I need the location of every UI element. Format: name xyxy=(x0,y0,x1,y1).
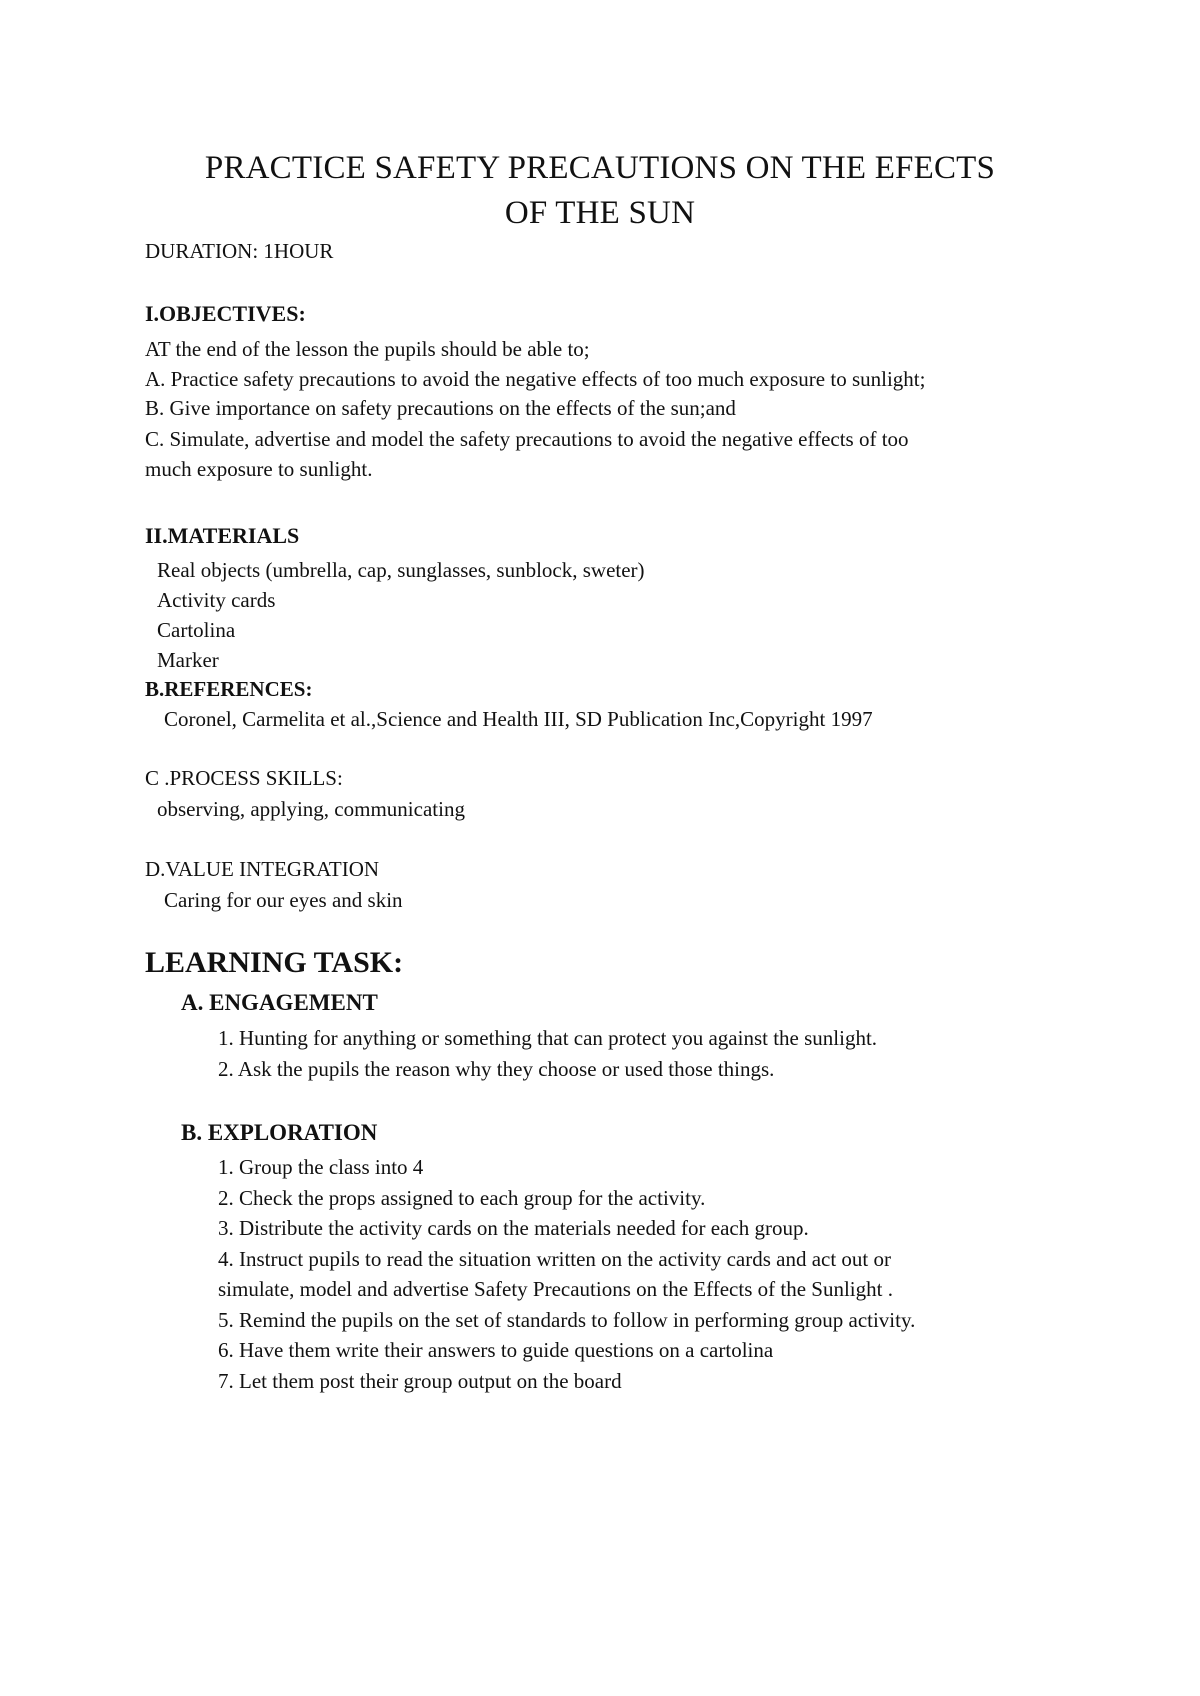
references-heading: B.REFERENCES: xyxy=(145,677,313,701)
objectives-intro: AT the end of the lesson the pupils should be able to; xyxy=(145,337,590,361)
objective-c-line-1: C. Simulate, advertise and model the safety precautions to avoid the negative effects of too xyxy=(145,427,909,451)
materials-heading: II.MATERIALS xyxy=(145,523,300,548)
list-item: 3. Distribute the activity cards on the materials needed for each group. xyxy=(218,1216,809,1240)
process-skills-heading: C .PROCESS SKILLS: xyxy=(145,766,343,790)
list-item: 1. Hunting for anything or something that can protect you against the sunlight. xyxy=(218,1026,878,1050)
materials-item: Real objects (umbrella, cap, sunglasses, sunblock, sweter) xyxy=(157,558,645,582)
list-item: 2. Ask the pupils the reason why they choose or used those things. xyxy=(218,1056,775,1081)
references-text: Coronel, Carmelita et al.,Science and Health III, SD Publication Inc,Copyright 1997 xyxy=(164,707,873,731)
objective-c-line-2: much exposure to sunlight. xyxy=(145,457,373,481)
materials-item: Marker xyxy=(157,648,219,672)
learning-task-heading: LEARNING TASK: xyxy=(145,946,404,979)
value-integration-heading: D.VALUE INTEGRATION xyxy=(145,857,380,881)
list-item: 7. Let them post their group output on the board xyxy=(218,1368,622,1393)
list-item: 6. Have them write their answers to guide questions on a cartolina xyxy=(218,1338,774,1362)
objectives-heading: I.OBJECTIVES: xyxy=(145,301,306,326)
engagement-list xyxy=(218,1023,877,1084)
exploration-list xyxy=(218,1152,915,1396)
list-item: 1. Group the class into 4 xyxy=(218,1155,424,1179)
objective-b: B. Give importance on safety precautions on the effects of the sun;and xyxy=(145,396,736,420)
materials-item: Cartolina xyxy=(157,618,236,642)
list-item: simulate, model and advertise Safety Precautions on the Effects of the Sunlight . xyxy=(218,1277,893,1301)
title-line-1: PRACTICE SAFETY PRECAUTIONS ON THE EFECTS xyxy=(204,150,996,186)
objective-a: A. Practice safety precautions to avoid the negative effects of too much exposure to sunlight; xyxy=(145,367,926,391)
exploration-heading: B. EXPLORATION xyxy=(181,1120,378,1145)
value-integration-text: Caring for our eyes and skin xyxy=(164,888,403,912)
duration: DURATION: 1HOUR xyxy=(145,239,334,263)
engagement-heading: A. ENGAGEMENT xyxy=(181,990,378,1015)
materials-item: Activity cards xyxy=(157,588,276,612)
list-item: 2. Check the props assigned to each group for the activity. xyxy=(218,1185,706,1210)
list-item: 4. Instruct pupils to read the situation written on the activity cards and act out or xyxy=(218,1246,891,1271)
process-skills-text: observing, applying, communicating xyxy=(157,797,465,821)
list-item: 5. Remind the pupils on the set of standards to follow in performing group activity. xyxy=(218,1307,916,1332)
title-line-2: OF THE SUN xyxy=(504,195,696,231)
